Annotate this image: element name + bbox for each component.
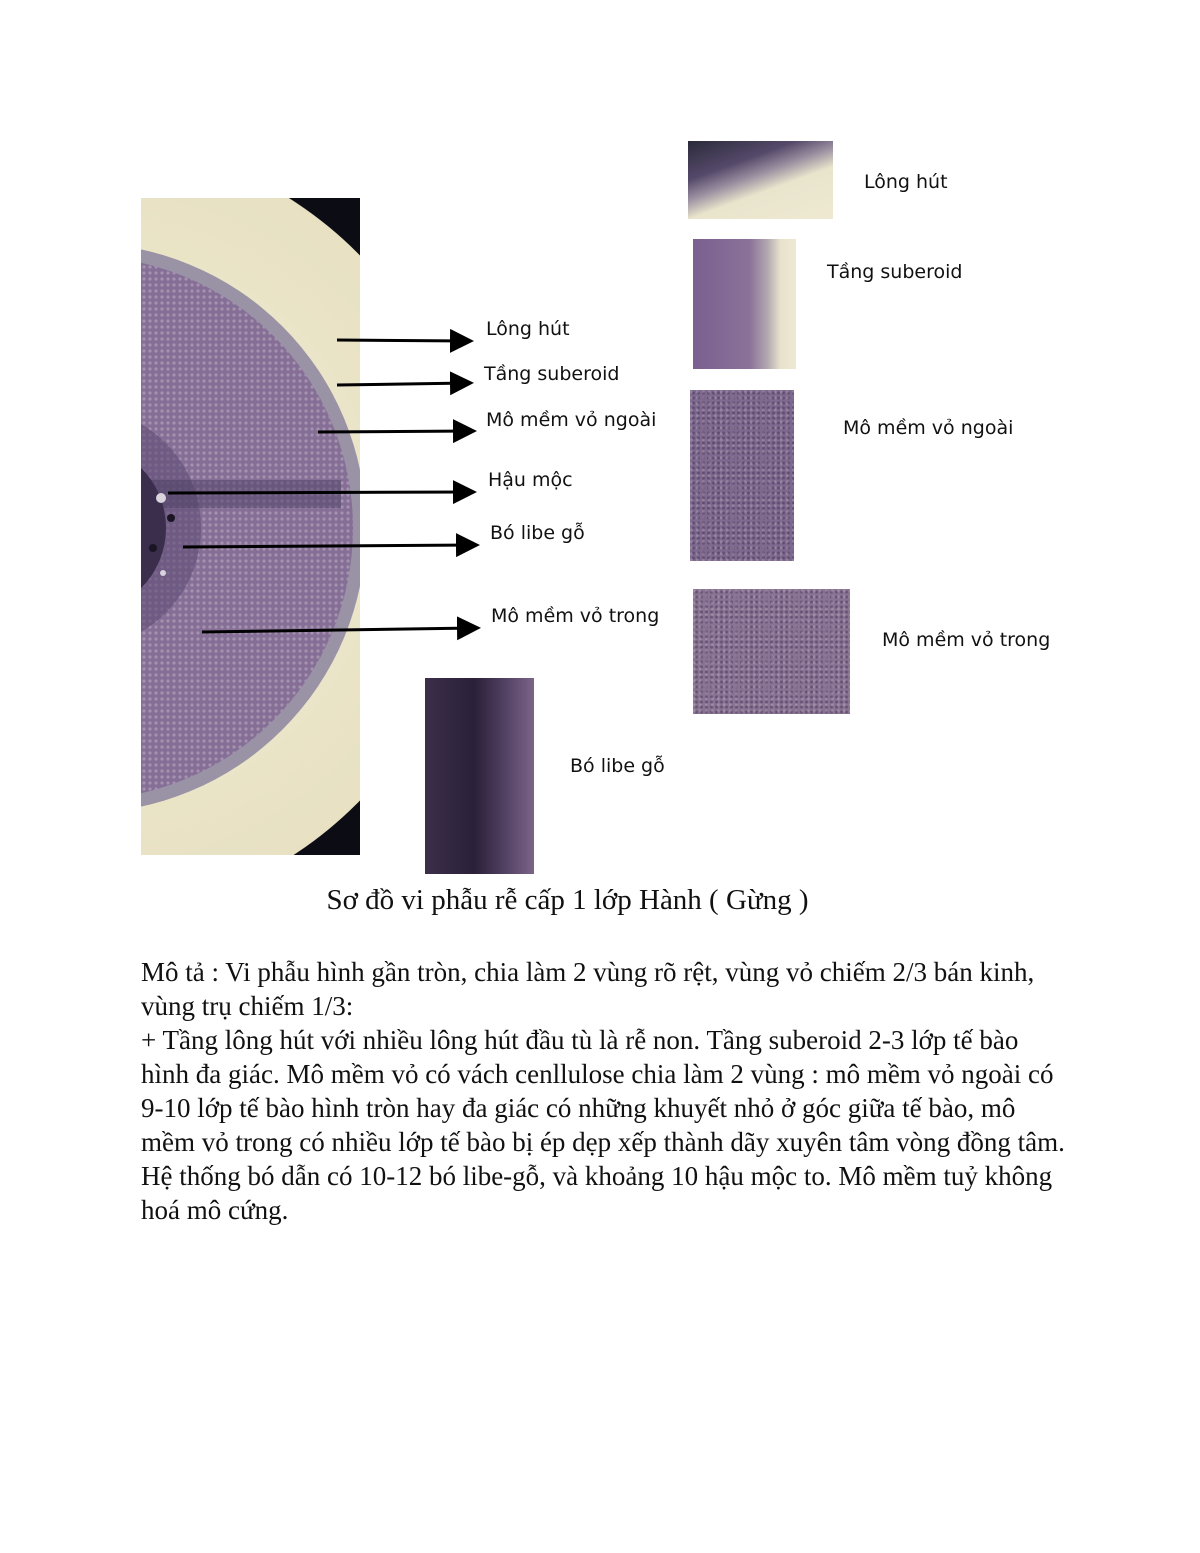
detail-label-outer-cortex: Mô mềm vỏ ngoài [843,417,1014,439]
arrow-inner-cortex [202,628,475,632]
arrow-metaxylem [168,492,471,493]
detail-label-root-hair: Lông hút [864,171,948,193]
label-inner-cortex: Mô mềm vỏ trong [491,605,660,627]
arrow-vascular-bundle [183,545,474,547]
label-vascular-bundle: Bó libe gỗ [490,522,585,544]
label-outer-cortex: Mô mềm vỏ ngoài [486,409,657,431]
label-suberoid: Tầng suberoid [484,363,620,385]
arrow-outer-cortex [318,431,471,432]
arrow-root-hair [337,340,468,341]
label-root-hair: Lông hút [486,318,570,340]
description-block [141,955,1071,1227]
label-metaxylem: Hậu mộc [488,469,573,491]
description-paragraph-2: + Tầng lông hút với nhiều lông hút đầu tù là rễ non. Tầng suberoid 2-3 lớp tế bào hình đa giác. Mô mềm vỏ có vách cenllulose chia làm 2 vùng : mô mềm vỏ ngoài có 9-10 lớp tế bào hình tròn hay đa giác có những khuyết nhỏ ở góc giữa tế bào, mô mềm vỏ trong có nhiều lớp tế bào bị ép dẹp xếp thành dãy xuyên tâm vòng đồng tâm. Hệ thống bó dẫn có 10-12 bó libe-gỗ, và khoảng 10 hậu mộc to. Mô mềm tuỷ không hoá mô cứng. [141,1025,1065,1225]
description-paragraph-1: Mô tả : Vi phẫu hình gần tròn, chia làm 2 vùng rõ rệt, vùng vỏ chiếm 2/3 bán kinh, vùng trụ chiếm 1/3: [141,957,1035,1021]
arrow-suberoid [337,383,468,385]
figure-caption: Sơ đồ vi phẫu rễ cấp 1 lớp Hành ( Gừng ) [326,884,809,916]
detail-label-suberoid: Tầng suberoid [827,261,963,283]
detail-label-inner-cortex: Mô mềm vỏ trong [882,629,1051,651]
detail-label-vascular-bundle: Bó libe gỗ [570,755,665,777]
